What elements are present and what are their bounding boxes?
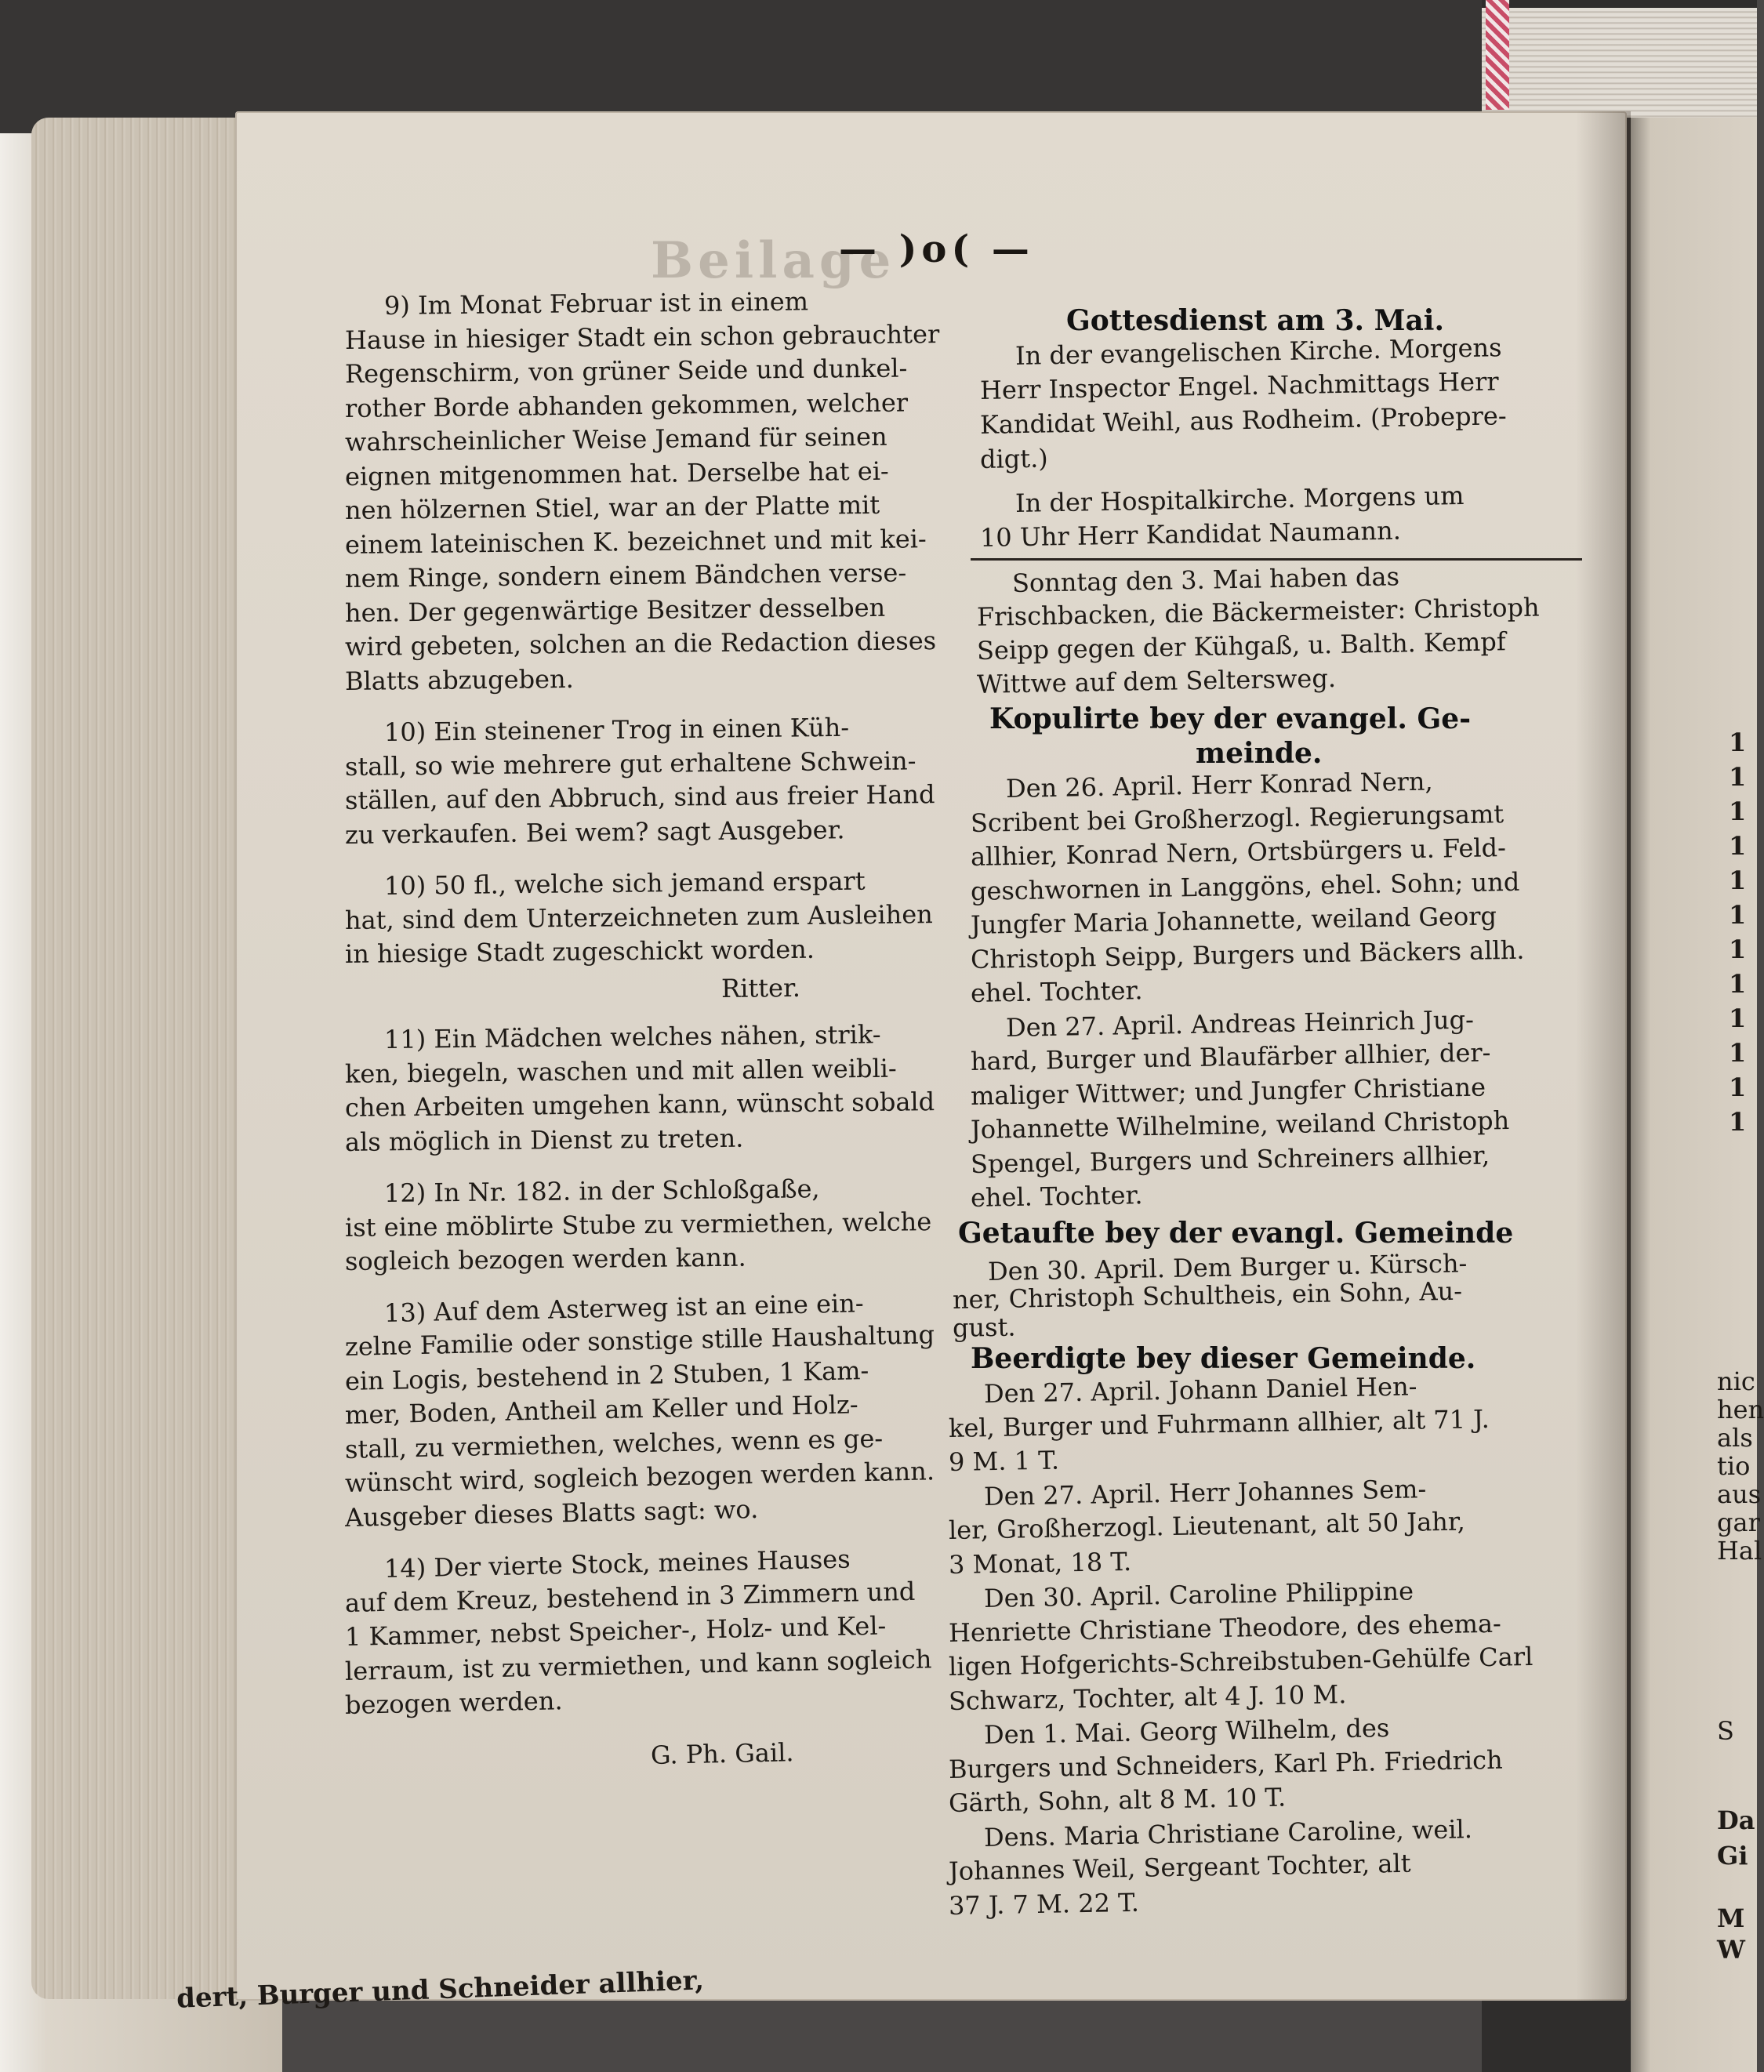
left-column-line: wird gebeten, solchen an die Redaction dieses bbox=[344, 626, 937, 662]
baptized-lines-line: Den 30. April. Dem Burger u. Kürsch- bbox=[987, 1248, 1468, 1286]
facing-page-number: 1 bbox=[1729, 1038, 1747, 1068]
buried-lines-line: ler, Großherzogl. Lieutenant, alt 50 Jahr, bbox=[948, 1506, 1466, 1545]
facing-page-number: 1 bbox=[1729, 900, 1747, 930]
underlying-page-strip: dert, Burger und Schneider allhier, bbox=[176, 1965, 705, 2015]
left-column-line: lerraum, ist zu vermiethen, und kann sogleich bbox=[344, 1644, 932, 1686]
buried-lines-line: Dens. Maria Christiane Caroline, weil. bbox=[983, 1814, 1473, 1852]
buried-lines-line: Johannes Weil, Sergeant Tochter, alt bbox=[948, 1848, 1411, 1886]
left-column-line: 9) Im Monat Februar ist in einem bbox=[383, 286, 809, 321]
left-column-line: als möglich in Dienst zu treten. bbox=[344, 1123, 744, 1157]
section-rule bbox=[971, 558, 1582, 561]
left-column-line: 13) Auf dem Asterweg ist an eine ein- bbox=[383, 1288, 864, 1328]
facing-page-number: 1 bbox=[1729, 762, 1747, 792]
facing-page-number: 1 bbox=[1729, 934, 1747, 964]
left-column-line: ein Logis, bestehend in 2 Stuben, 1 Kam- bbox=[344, 1355, 869, 1396]
facing-page-word: nic bbox=[1717, 1366, 1755, 1396]
left-column-line: G. Ph. Gail. bbox=[650, 1737, 794, 1770]
left-column-line: Hause in hiesiger Stadt ein schon gebrauchter bbox=[344, 319, 940, 355]
left-column-line: bezogen werden. bbox=[344, 1686, 563, 1720]
left-column-line: 1 Kammer, nebst Speicher-, Holz- und Kel- bbox=[344, 1610, 887, 1652]
left-column-line: hen. Der gegenwärtige Besitzer desselben bbox=[344, 592, 886, 628]
left-column-line: stall, zu vermiethen, welches, wenn es ge- bbox=[344, 1423, 884, 1464]
left-column-line: zu verkaufen. Bei wem? sagt Ausgeber. bbox=[344, 815, 845, 850]
buried-lines-line: 9 M. 1 T. bbox=[948, 1445, 1060, 1477]
heading-married: Kopulirte bey der evangel. Ge- bbox=[989, 702, 1472, 735]
facing-page-word: Gi bbox=[1717, 1841, 1748, 1871]
service-lines-line: digt.) bbox=[979, 443, 1049, 474]
left-column-line: Blatts abzugeben. bbox=[344, 663, 574, 696]
facing-page-word: S bbox=[1717, 1716, 1734, 1746]
facing-page-number: 1 bbox=[1729, 1072, 1747, 1102]
left-column-line: wünscht wird, sogleich bezogen werden kann. bbox=[344, 1456, 935, 1498]
buried-lines-line: ligen Hofgerichts-Schreibstuben-Gehülfe Carl bbox=[948, 1641, 1534, 1682]
left-column-line: auf dem Kreuz, bestehend in 3 Zimmern und bbox=[344, 1576, 916, 1618]
next-volume-pages bbox=[1482, 8, 1757, 118]
buried-lines-line: Gärth, Sohn, alt 8 M. 10 T. bbox=[948, 1782, 1287, 1818]
facing-page-number: 1 bbox=[1729, 969, 1747, 999]
facing-page-word: Da bbox=[1717, 1805, 1755, 1835]
married-lines-line: allhier, Konrad Nern, Ortsbürgers u. Feld- bbox=[970, 833, 1507, 872]
service-lines-line: In der evangelischen Kirche. Morgens bbox=[1014, 332, 1502, 371]
married-lines-line: geschwornen in Langgöns, ehel. Sohn; und bbox=[970, 866, 1520, 906]
buried-lines-line: Henriette Christiane Theodore, des ehema- bbox=[948, 1608, 1502, 1648]
heading-baptized: Getaufte bey der evangl. Gemeinde bbox=[958, 1217, 1514, 1250]
heading-buried: Beerdigte bey dieser Gemeinde. bbox=[971, 1342, 1476, 1375]
facing-page-number: 1 bbox=[1729, 1003, 1747, 1033]
bakers-lines-line: Sonntag den 3. Mai haben das bbox=[1011, 561, 1400, 598]
left-column-line: in hiesige Stadt zugeschickt worden. bbox=[344, 934, 815, 969]
heading-divine-service: Gottesdienst am 3. Mai. bbox=[1066, 304, 1444, 337]
buried-lines-line: Schwarz, Tochter, alt 4 J. 10 M. bbox=[948, 1679, 1347, 1716]
left-column-line: ken, biegeln, waschen und mit allen weibli- bbox=[344, 1053, 897, 1089]
service-lines-line: Herr Inspector Engel. Nachmittags Herr bbox=[979, 366, 1499, 405]
married-lines-line: Christoph Seipp, Burgers und Bäckers allh. bbox=[970, 934, 1525, 974]
facing-page-word: Hal bbox=[1717, 1536, 1762, 1566]
service-lines-line: In der Hospitalkirche. Morgens um bbox=[1014, 481, 1465, 518]
facing-page-number: 1 bbox=[1729, 797, 1747, 826]
married-lines-line: ehel. Tochter. bbox=[970, 975, 1143, 1008]
buried-lines-line: Den 27. April. Johann Daniel Hen- bbox=[983, 1371, 1417, 1409]
facing-page-number: 1 bbox=[1729, 728, 1747, 757]
married-lines-line: maliger Wittwer; und Jungfer Christiane bbox=[970, 1072, 1486, 1111]
facing-page-word: M bbox=[1717, 1903, 1745, 1933]
facing-page-number: 1 bbox=[1729, 865, 1747, 895]
buried-lines-line: Den 30. April. Caroline Philippine bbox=[983, 1576, 1414, 1613]
left-column-line: nen hölzernen Stiel, war an der Platte mit bbox=[344, 489, 880, 525]
buried-lines-line: Den 27. April. Herr Johannes Sem- bbox=[983, 1474, 1427, 1511]
facing-page-number: 1 bbox=[1729, 831, 1747, 861]
married-lines-line: Scribent bei Großherzogl. Regierungsamt bbox=[970, 799, 1504, 838]
buried-lines-line: 37 J. 7 M. 22 T. bbox=[948, 1887, 1140, 1921]
left-column-line: einem lateinischen K. bezeichnet und mit kei- bbox=[344, 524, 927, 560]
left-column-line: 10) 50 fl., welche sich jemand erspart bbox=[383, 865, 866, 901]
left-column-line: 14) Der vierte Stock, meines Hauses bbox=[383, 1544, 851, 1584]
facing-page-number: 1 bbox=[1729, 1107, 1747, 1137]
facing-page-word: tio bbox=[1717, 1451, 1751, 1481]
service-lines-line: Kandidat Weihl, aus Rodheim. (Probepre- bbox=[979, 401, 1507, 440]
left-column-line: hat, sind dem Unterzeichneten zum Ausleihen bbox=[344, 899, 933, 935]
left-column-line: chen Arbeiten umgehen kann, wünscht sobald bbox=[344, 1087, 935, 1123]
baptized-lines-line: gust. bbox=[952, 1312, 1016, 1343]
left-column-line: Ausgeber dieses Blatts sagt: wo. bbox=[344, 1493, 759, 1533]
gutter-shadow bbox=[1576, 111, 1631, 2001]
facing-page-word: als bbox=[1717, 1423, 1753, 1453]
left-column-line: Ritter. bbox=[720, 972, 801, 1003]
married-lines-line: ehel. Tochter. bbox=[970, 1180, 1143, 1213]
left-column-line: sogleich bezogen werden kann. bbox=[344, 1242, 746, 1276]
page-edges bbox=[31, 118, 251, 1999]
bakers-lines-line: Wittwe auf dem Seltersweg. bbox=[976, 663, 1337, 699]
left-column-line: mer, Boden, Antheil am Keller und Holz- bbox=[344, 1389, 858, 1430]
page-folio: — )o( — bbox=[839, 227, 1034, 271]
married-lines-line: Johannette Wilhelmine, weiland Christoph bbox=[970, 1105, 1510, 1145]
left-column-line: 11) Ein Mädchen welches nähen, strik- bbox=[383, 1019, 881, 1054]
facing-page-word: gar bbox=[1717, 1508, 1760, 1537]
married-lines-line: Spengel, Burgers und Schreiners allhier, bbox=[970, 1140, 1490, 1179]
left-column-line: ställen, auf den Abbruch, sind aus freier Hand bbox=[344, 779, 935, 815]
facing-page-word: aus bbox=[1717, 1479, 1762, 1509]
left-column-line: wahrscheinlicher Weise Jemand für seinen bbox=[344, 421, 887, 457]
married-lines-line: Den 27. April. Andreas Heinrich Jug- bbox=[1005, 1004, 1475, 1043]
left-column-line: rother Borde abhanden gekommen, welcher bbox=[344, 387, 909, 423]
married-lines-line: Den 26. April. Herr Konrad Nern, bbox=[1005, 766, 1433, 804]
left-column-line: nem Ringe, sondern einem Bändchen verse- bbox=[344, 557, 907, 593]
married-lines-line: hard, Burger und Blaufärber allhier, der- bbox=[970, 1037, 1491, 1076]
bakers-lines-line: Seipp gegen der Kühgaß, u. Balth. Kempf bbox=[976, 626, 1506, 666]
left-column-line: Regenschirm, von grüner Seide und dunkel- bbox=[344, 353, 908, 389]
baptized-lines-line: ner, Christoph Schultheis, ein Sohn, Au- bbox=[952, 1275, 1463, 1315]
left-column-line: 10) Ein steinener Trog in einen Küh- bbox=[383, 712, 850, 747]
left-column-line: ist eine möblirte Stube zu vermiethen, welche bbox=[344, 1207, 932, 1243]
left-column-line: stall, so wie mehrere gut erhaltene Schwein- bbox=[344, 746, 916, 782]
bakers-lines-line: Frischbacken, die Bäckermeister: Christoph bbox=[976, 592, 1540, 632]
left-column-line: zelne Familie oder sonstige stille Haushaltung bbox=[344, 1319, 935, 1362]
service-lines-line: 10 Uhr Herr Kandidat Naumann. bbox=[979, 515, 1402, 553]
buried-lines-line: 3 Monat, 18 T. bbox=[948, 1546, 1132, 1580]
bleed-through-text: Beilage bbox=[651, 231, 896, 290]
buried-lines-line: kel, Burger und Fuhrmann allhier, alt 71 J. bbox=[948, 1403, 1490, 1443]
bookmark-ribbon bbox=[1486, 0, 1509, 110]
facing-page-word: hen bbox=[1717, 1395, 1764, 1424]
heading-married-cont: meinde. bbox=[1196, 737, 1323, 770]
facing-page-word: W bbox=[1717, 1935, 1745, 1965]
married-lines-line: Jungfer Maria Johannette, weiland Georg bbox=[970, 901, 1497, 940]
left-column-line: 12) In Nr. 182. in der Schloßgaße, bbox=[383, 1174, 820, 1208]
buried-lines-line: Den 1. Mai. Georg Wilhelm, des bbox=[983, 1712, 1390, 1750]
buried-lines-line: Burgers und Schneiders, Karl Ph. Friedrich bbox=[948, 1744, 1503, 1784]
left-column-line: eignen mitgenommen hat. Derselbe hat ei- bbox=[344, 455, 889, 492]
